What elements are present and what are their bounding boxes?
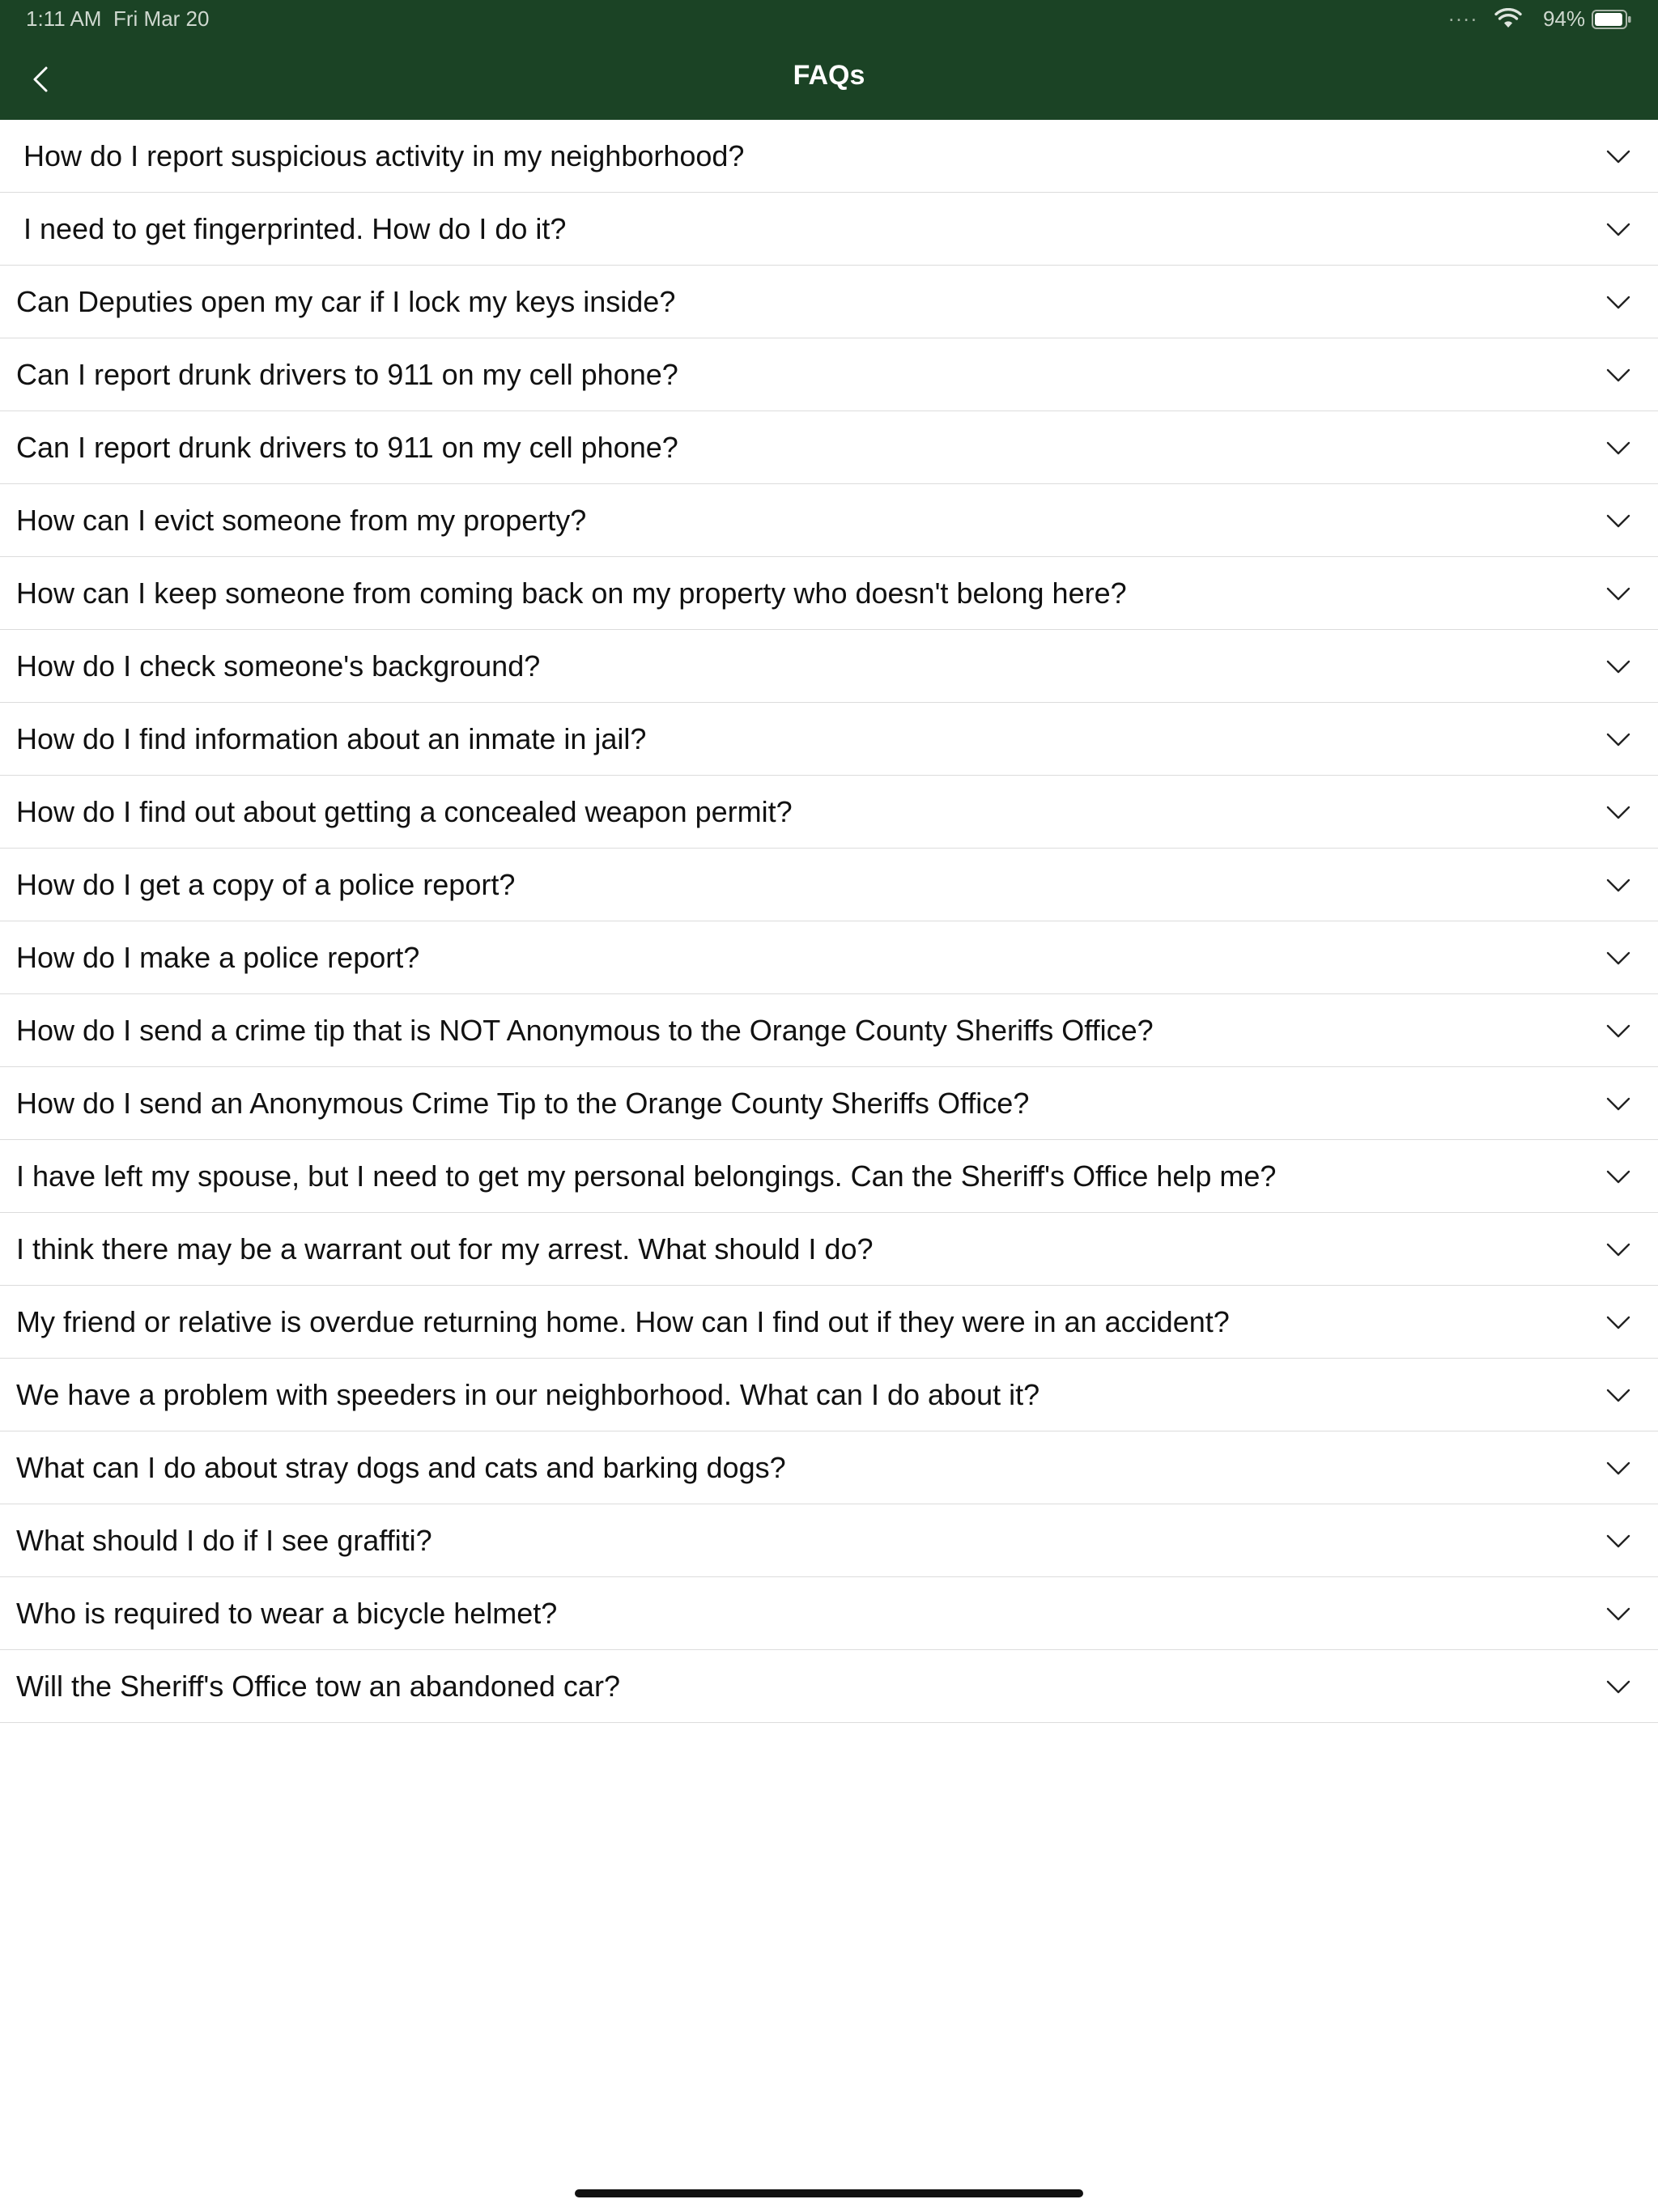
- faq-question: How can I keep someone from coming back on my property who doesn't belong here?: [16, 576, 1127, 610]
- faq-question: How do I get a copy of a police report?: [16, 868, 516, 901]
- faq-row[interactable]: [0, 557, 1658, 630]
- faq-row[interactable]: [0, 630, 1658, 703]
- battery-icon: [1592, 10, 1632, 29]
- faq-row[interactable]: [0, 1140, 1658, 1213]
- chevron-down-icon[interactable]: [1606, 144, 1630, 168]
- chevron-down-icon[interactable]: [1606, 436, 1630, 460]
- faq-list: [0, 120, 1658, 1723]
- chevron-down-icon[interactable]: [1606, 508, 1630, 533]
- faq-question: My friend or relative is overdue returning home. How can I find out if they were in an accident?: [16, 1305, 1230, 1338]
- faq-row[interactable]: [0, 994, 1658, 1067]
- status-bar: [0, 0, 1658, 39]
- faq-question: What should I do if I see graffiti?: [16, 1524, 432, 1557]
- faq-row[interactable]: [0, 266, 1658, 338]
- chevron-down-icon[interactable]: [1606, 1674, 1630, 1699]
- faq-question: Can I report drunk drivers to 911 on my cell phone?: [16, 431, 678, 464]
- faq-row[interactable]: [0, 1431, 1658, 1504]
- faq-question: How do I check someone's background?: [16, 649, 541, 683]
- chevron-down-icon[interactable]: [1606, 654, 1630, 678]
- chevron-down-icon[interactable]: [1606, 1529, 1630, 1553]
- faq-question: How do I find out about getting a concealed weapon permit?: [16, 795, 793, 828]
- chevron-down-icon[interactable]: [1606, 1602, 1630, 1626]
- faq-question: How do I send an Anonymous Crime Tip to the Orange County Sheriffs Office?: [16, 1087, 1030, 1120]
- faq-question: How do I make a police report?: [16, 941, 420, 974]
- faq-row[interactable]: [0, 849, 1658, 921]
- faq-question: Will the Sheriff's Office tow an abandoned car?: [16, 1670, 620, 1703]
- faq-question: I need to get fingerprinted. How do I do it?: [23, 212, 567, 245]
- faq-question: Who is required to wear a bicycle helmet?: [16, 1597, 558, 1630]
- faq-row[interactable]: [0, 1286, 1658, 1359]
- status-date: Fri Mar 20: [113, 6, 210, 31]
- faq-row[interactable]: [0, 193, 1658, 266]
- chevron-down-icon[interactable]: [1606, 1019, 1630, 1043]
- faq-question: How can I evict someone from my property?: [16, 504, 587, 537]
- navigation-bar: [0, 39, 1658, 120]
- chevron-down-icon[interactable]: [1606, 1164, 1630, 1189]
- faq-question: We have a problem with speeders in our neighborhood. What can I do about it?: [16, 1378, 1040, 1411]
- faq-row[interactable]: [0, 1213, 1658, 1286]
- faq-question: How do I find information about an inmate in jail?: [16, 722, 647, 755]
- faq-row[interactable]: [0, 484, 1658, 557]
- signal-dots: ....: [1448, 2, 1478, 26]
- chevron-down-icon[interactable]: [1606, 800, 1630, 824]
- faq-row[interactable]: [0, 1504, 1658, 1577]
- header-bar: [0, 0, 1658, 120]
- chevron-down-icon[interactable]: [1606, 290, 1630, 314]
- faq-row[interactable]: [0, 1067, 1658, 1140]
- faq-question: I think there may be a warrant out for my arrest. What should I do?: [16, 1232, 874, 1266]
- chevron-down-icon[interactable]: [1606, 581, 1630, 606]
- chevron-down-icon[interactable]: [1606, 1310, 1630, 1334]
- chevron-down-icon[interactable]: [1606, 1456, 1630, 1480]
- faq-question: How do I send a crime tip that is NOT Anonymous to the Orange County Sheriffs Office?: [16, 1014, 1154, 1047]
- faq-question: Can Deputies open my car if I lock my keys inside?: [16, 285, 676, 318]
- battery-percent: 94%: [1542, 6, 1585, 31]
- faq-row[interactable]: [0, 921, 1658, 994]
- faq-row[interactable]: [0, 1650, 1658, 1723]
- chevron-down-icon[interactable]: [1606, 873, 1630, 897]
- chevron-down-icon[interactable]: [1606, 1237, 1630, 1261]
- home-indicator[interactable]: [575, 2189, 1083, 2197]
- faq-row[interactable]: [0, 411, 1658, 484]
- faq-row[interactable]: [0, 1577, 1658, 1650]
- status-time: 1:11 AM: [26, 6, 102, 31]
- chevron-down-icon[interactable]: [1606, 363, 1630, 387]
- faq-question: What can I do about stray dogs and cats and barking dogs?: [16, 1451, 786, 1484]
- wifi-icon: [1494, 8, 1522, 29]
- faq-row[interactable]: [0, 703, 1658, 776]
- chevron-down-icon[interactable]: [1606, 727, 1630, 751]
- chevron-down-icon[interactable]: [1606, 1091, 1630, 1116]
- chevron-down-icon[interactable]: [1606, 946, 1630, 970]
- faq-row[interactable]: [0, 776, 1658, 849]
- faq-row[interactable]: [0, 1359, 1658, 1431]
- faq-question: How do I report suspicious activity in my neighborhood?: [23, 139, 745, 172]
- chevron-down-icon[interactable]: [1606, 1383, 1630, 1407]
- faq-question: Can I report drunk drivers to 911 on my cell phone?: [16, 358, 678, 391]
- faq-row[interactable]: [0, 120, 1658, 193]
- page-title: FAQs: [793, 60, 865, 91]
- chevron-down-icon[interactable]: [1606, 217, 1630, 241]
- faq-row[interactable]: [0, 338, 1658, 411]
- faq-question: I have left my spouse, but I need to get my personal belongings. Can the Sheriff's Office help me?: [16, 1159, 1277, 1193]
